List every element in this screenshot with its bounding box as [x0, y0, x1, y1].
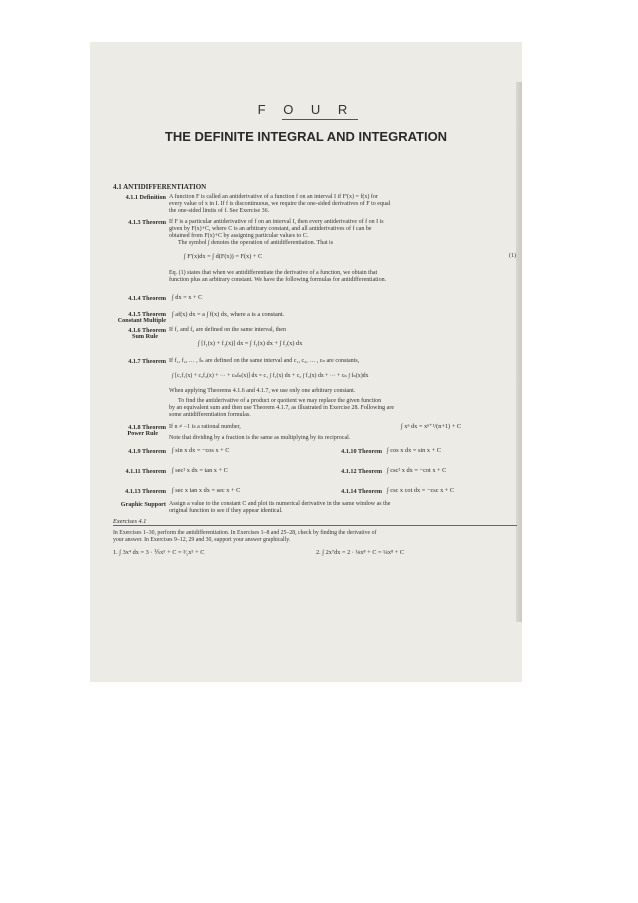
- equation-note-line: Eq. (1) states that when we antidifferentiate the derivative of a function, we obtain that: [169, 270, 378, 276]
- theorem-415-sublabel: Constant Multiple: [117, 317, 166, 324]
- definition-line: the one-sided limits of f. See Exercise 36.: [169, 208, 270, 214]
- theorem-419-label: 4.1.9 Theorem: [128, 448, 166, 455]
- theorem-413-line: The symbol ∫ denotes the operation of antidifferentiation. That is: [178, 240, 334, 246]
- theorem-4114-label: 4.1.14 Theorem: [341, 488, 382, 495]
- theorem-4110-formula: ∫ cos x dx = sin x + C: [387, 447, 441, 454]
- definition-line: every value of x in I. If f is discontinuous, we require the one-sided derivatives of F to equal: [169, 201, 391, 207]
- theorem-413-line: obtained from F(x)+C by assigning particular values to C.: [169, 233, 309, 239]
- theorem-419-formula: ∫ sin x dx = −cos x + C: [172, 447, 230, 454]
- graphic-support-line: original function to see if they appear identical.: [169, 508, 283, 514]
- theorem-416-formula: ∫ [f₁(x) + f₂(x)] dx = ∫ f₁(x) dx + ∫ f₂(x) dx: [198, 340, 303, 347]
- theorem-4112-label: 4.1.12 Theorem: [341, 468, 382, 475]
- theorem-413-line: If F is a particular antiderivative of f on an interval I, then every antiderivative of f on I is: [169, 219, 384, 225]
- exercise-2: 2. ∫ 2x⁷dx = 2 · ⅛x⁸ + C = ¼x⁸ + C: [316, 549, 405, 556]
- applying-line: When applying Theorems 4.1.6 and 4.1.7, we use only one arbitrary constant.: [169, 388, 356, 394]
- chapter-number: F O U R: [257, 102, 355, 117]
- theorem-417-text: If f₁, f₂, … , fₙ are defined on the same interval and c₁, c₂, … , cₙ are constants,: [169, 358, 360, 364]
- exercises-rule: [113, 525, 517, 526]
- theorem-4114-formula: ∫ csc x cot dx = −csc x + C: [387, 487, 455, 494]
- applying-line: To find the antiderivative of a product or quotient we may replace the given function: [178, 398, 382, 404]
- theorem-418-note: Note that dividing by a fraction is the same as multiplying by its reciprocal.: [169, 435, 351, 441]
- theorem-418-text: If n ≠ −1 is a rational number,: [169, 424, 241, 430]
- graphic-support-label: Graphic Support: [120, 501, 166, 508]
- theorem-418-formula: ∫ xⁿ dx = xⁿ⁺¹/(n+1) + C: [401, 423, 462, 430]
- theorem-414-label: 4.1.4 Theorem: [128, 295, 166, 302]
- theorem-4112-formula: ∫ csc² x dx = −cot x + C: [387, 467, 447, 474]
- theorem-415-label: 4.1.5 Theorem: [128, 311, 166, 318]
- exercises-intro-line: In Exercises 1–30, perform the antidifferentiation. In Exercises 1–8 and 25–28, check by finding the derivative of: [113, 530, 377, 536]
- theorem-4113-label: 4.1.13 Theorem: [125, 488, 166, 495]
- chapter-title: THE DEFINITE INTEGRAL AND INTEGRATION: [164, 129, 448, 144]
- theorem-4111-label: 4.1.11 Theorem: [125, 468, 166, 475]
- page-body: [90, 42, 522, 682]
- exercises-intro-line: your answer. In Exercises 9–12, 29 and 30, support your answer graphically.: [113, 537, 291, 543]
- theorem-413-label: 4.1.3 Theorem: [128, 219, 166, 226]
- theorem-417-label: 4.1.7 Theorem: [128, 358, 166, 365]
- theorem-4111-formula: ∫ sec² x dx = tan x + C: [172, 467, 228, 474]
- theorem-414-formula: ∫ dx = x + C: [172, 294, 203, 301]
- definition-line: A function F is called an antiderivative of a function f on an interval I if F'(x) = f(x) for: [169, 194, 378, 200]
- scanned-page: [90, 42, 522, 682]
- theorem-416-label: 4.1.6 Theorem: [128, 327, 166, 334]
- equation-1: ∫ F'(x)dx = ∫ d(F(x)) = F(x) + C: [184, 253, 263, 260]
- applying-line: by an equivalent sum and then use Theorem 4.1.7, as illustrated in Exercise 28. Following are: [169, 405, 395, 411]
- theorem-416-sublabel: Sum Rule: [132, 333, 158, 340]
- theorem-416-text: If f₁ and f₂ are defined on the same interval, then: [169, 327, 286, 333]
- exercise-1: 1. ∫ 3x⁴ dx = 3 · ⅕x⁵ + C = ³⁄₅x⁵ + C: [113, 549, 205, 556]
- theorem-418-sublabel: Power Rule: [127, 430, 158, 437]
- definition-label: 4.1.1 Definition: [125, 194, 166, 201]
- theorem-418-label: 4.1.8 Theorem: [128, 424, 166, 431]
- theorem-4110-label: 4.1.10 Theorem: [341, 448, 382, 455]
- equation-1-number: (1): [509, 253, 516, 259]
- applying-line: some antidifferentiation formulas.: [169, 412, 251, 418]
- equation-note-line: function plus an arbitrary constant. We have the following formulas for antidifferentiation.: [169, 277, 387, 283]
- theorem-413-line: given by F(x)+C, where C is an arbitrary constant, and all antiderivatives of f can be: [169, 226, 372, 232]
- theorem-415-formula: ∫ af(x) dx = a ∫ f(x) dx, where a is a constant.: [172, 311, 285, 318]
- section-heading: 4.1 ANTIDIFFERENTIATION: [113, 183, 207, 191]
- exercises-heading: Exercises 4.1: [113, 518, 147, 525]
- graphic-support-line: Assign a value to the constant C and plot its numerical derivative in the same window as the: [169, 501, 391, 507]
- theorem-417-formula: ∫ [c₁f₁(x) + c₂f₂(x) + ··· + cₙfₙ(x)] dx = c₁ ∫ f₁(x) dx + c₂ ∫ f₂(x) dx + ··· + cₙ ∫ fₙ(x)dx: [172, 373, 369, 379]
- theorem-4113-formula: ∫ sec x tan x dx = sec x + C: [172, 487, 241, 494]
